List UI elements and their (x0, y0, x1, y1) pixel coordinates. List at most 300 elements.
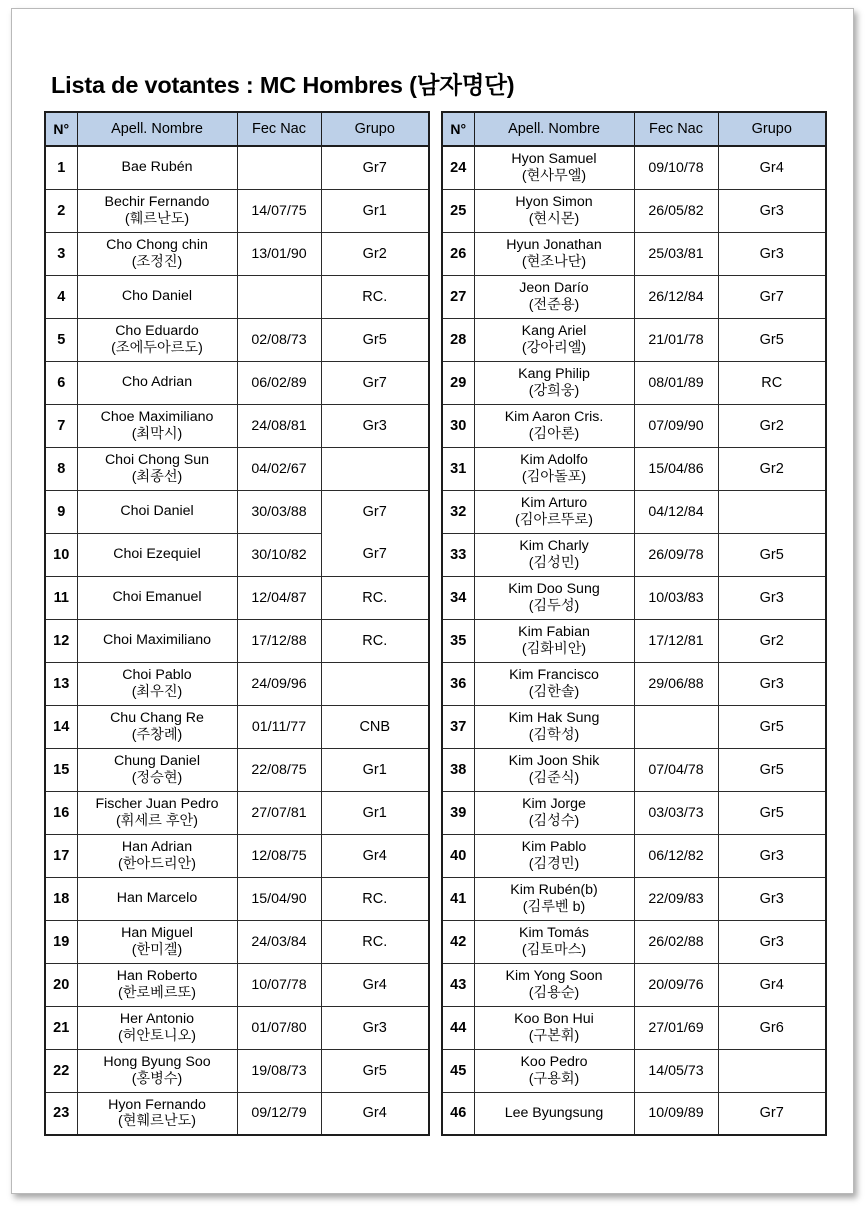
cell-name (77, 318, 237, 361)
cell-date: 06/12/82 (634, 834, 718, 877)
table-row (442, 361, 826, 404)
column-header-group: Grupo (321, 112, 429, 146)
cell-num: 10 (45, 533, 77, 576)
name-latin: Fischer Juan Pedro (95, 795, 219, 812)
cell-date: 30/03/88 (237, 490, 321, 533)
name-hangul: (현훼르난도) (118, 1113, 196, 1130)
cell-date: 03/03/73 (634, 791, 718, 834)
cell-name (77, 533, 237, 576)
name-latin: Han Adrian (121, 838, 193, 855)
cell-name (474, 533, 634, 576)
cell-group: Gr5 (718, 533, 826, 576)
table-row (45, 404, 429, 447)
table-row (45, 877, 429, 920)
cell-group: Gr5 (718, 748, 826, 791)
table-row (45, 791, 429, 834)
table-body-right (442, 146, 826, 1135)
cell-name (77, 1049, 237, 1092)
name-latin: Choe Maximiliano (100, 408, 214, 425)
cell-num: 2 (45, 189, 77, 232)
table-row (442, 189, 826, 232)
cell-name (474, 662, 634, 705)
name-hangul: (조에두아르도) (111, 339, 203, 356)
cell-num: 30 (442, 404, 474, 447)
cell-name (474, 1049, 634, 1092)
table-body-left (45, 146, 429, 1135)
tables-container (44, 111, 824, 1136)
name-latin: Kim Joon Shik (508, 752, 600, 769)
cell-num: 1 (45, 146, 77, 189)
cell-name (474, 318, 634, 361)
name-hangul: (김용순) (528, 984, 580, 1001)
cell-num: 39 (442, 791, 474, 834)
table-row (442, 447, 826, 490)
table-row (45, 1006, 429, 1049)
cell-name (77, 232, 237, 275)
table-row (442, 1049, 826, 1092)
name-hangul: (김두성) (528, 597, 580, 614)
name-latin: Kim Jorge (522, 795, 586, 812)
table-header-row (442, 112, 826, 146)
name-hangul: (김아돌포) (521, 468, 587, 485)
name-hangul: (휘세르 후안) (116, 812, 198, 829)
name-hangul: (김준식) (528, 769, 580, 786)
name-latin: Koo Pedro (520, 1053, 588, 1070)
cell-group: Gr1 (321, 791, 429, 834)
cell-num: 40 (442, 834, 474, 877)
table-row (45, 447, 429, 490)
cell-name (474, 404, 634, 447)
cell-date: 01/11/77 (237, 705, 321, 748)
cell-group: Gr7 (718, 1092, 826, 1135)
cell-name (474, 361, 634, 404)
cell-num: 28 (442, 318, 474, 361)
cell-group: Gr3 (718, 834, 826, 877)
table-row (45, 275, 429, 318)
table-row (45, 748, 429, 791)
name-hangul: (현시몬) (528, 210, 580, 227)
cell-group: Gr4 (321, 1092, 429, 1135)
cell-group: Gr7 (321, 361, 429, 404)
table-row (442, 533, 826, 576)
table-row (442, 576, 826, 619)
cell-group: Gr3 (718, 232, 826, 275)
cell-group: RC. (321, 576, 429, 619)
cell-name (474, 619, 634, 662)
cell-group: Gr2 (718, 619, 826, 662)
name-latin: Kim Fabian (518, 623, 590, 640)
cell-date: 04/02/67 (237, 447, 321, 490)
cell-group: Gr7 (321, 146, 429, 189)
cell-group: Gr3 (718, 189, 826, 232)
name-hangul: (강아리엘) (521, 339, 587, 356)
cell-name (77, 1006, 237, 1049)
cell-num: 25 (442, 189, 474, 232)
cell-date: 22/08/75 (237, 748, 321, 791)
table-row (45, 963, 429, 1006)
name-latin: Kang Ariel (521, 322, 587, 339)
table-row (442, 232, 826, 275)
table-row (442, 318, 826, 361)
name-latin: Lee Byungsung (504, 1104, 604, 1121)
cell-date: 26/05/82 (634, 189, 718, 232)
table-row (45, 232, 429, 275)
cell-date: 17/12/88 (237, 619, 321, 662)
cell-group: Gr1 (321, 189, 429, 232)
name-latin: Choi Emanuel (112, 589, 202, 606)
cell-name (474, 920, 634, 963)
cell-name (474, 1092, 634, 1135)
name-hangul: (김경민) (528, 855, 580, 872)
cell-group: RC. (321, 920, 429, 963)
table-row (45, 533, 429, 576)
cell-name (77, 920, 237, 963)
cell-group: Gr7 (321, 490, 429, 533)
cell-num: 36 (442, 662, 474, 705)
cell-group: Gr1 (321, 748, 429, 791)
table-header-row (45, 112, 429, 146)
cell-group: RC (718, 361, 826, 404)
table-row (45, 146, 429, 189)
cell-name (474, 189, 634, 232)
cell-group: Gr7 (718, 275, 826, 318)
name-latin: Hong Byung Soo (103, 1053, 211, 1070)
cell-group: Gr7 (321, 533, 429, 576)
cell-name (474, 748, 634, 791)
name-latin: Chung Daniel (114, 752, 200, 769)
cell-date: 07/04/78 (634, 748, 718, 791)
name-latin: Han Marcelo (116, 890, 198, 907)
cell-date: 26/09/78 (634, 533, 718, 576)
cell-name (474, 877, 634, 920)
column-header-date: Fec Nac (634, 112, 718, 146)
name-latin: Kim Pablo (521, 838, 587, 855)
cell-num: 35 (442, 619, 474, 662)
cell-name (77, 576, 237, 619)
cell-group: RC. (321, 275, 429, 318)
name-hangul: (최막시) (131, 425, 183, 442)
cell-date: 09/10/78 (634, 146, 718, 189)
name-latin: Kim Doo Sung (508, 580, 600, 597)
cell-group: Gr3 (321, 404, 429, 447)
cell-name (77, 662, 237, 705)
cell-date: 27/01/69 (634, 1006, 718, 1049)
cell-group (321, 447, 429, 490)
name-latin: Kim Arturo (520, 494, 588, 511)
cell-group: Gr3 (718, 877, 826, 920)
name-hangul: (현사무엘) (521, 167, 587, 184)
cell-num: 11 (45, 576, 77, 619)
cell-date: 14/07/75 (237, 189, 321, 232)
column-header-group: Grupo (718, 112, 826, 146)
name-latin: Kang Philip (518, 365, 590, 382)
cell-num: 22 (45, 1049, 77, 1092)
cell-num: 9 (45, 490, 77, 533)
cell-group: Gr3 (321, 1006, 429, 1049)
cell-num: 3 (45, 232, 77, 275)
cell-group: Gr5 (321, 1049, 429, 1092)
table-row (442, 404, 826, 447)
cell-group: Gr5 (718, 791, 826, 834)
cell-num: 6 (45, 361, 77, 404)
table-row (442, 963, 826, 1006)
cell-group: Gr4 (321, 834, 429, 877)
name-hangul: (김아론) (528, 425, 580, 442)
cell-group: RC. (321, 619, 429, 662)
name-hangul: (김성민) (528, 554, 580, 571)
cell-name (474, 232, 634, 275)
name-hangul: (김학성) (528, 726, 580, 743)
name-latin: Kim Tomás (519, 924, 589, 941)
name-latin: Kim Adolfo (520, 451, 588, 468)
column-header-date: Fec Nac (237, 112, 321, 146)
table-row (45, 1049, 429, 1092)
table-row (442, 791, 826, 834)
cell-name (77, 361, 237, 404)
cell-num: 31 (442, 447, 474, 490)
cell-group: Gr2 (718, 404, 826, 447)
cell-name (77, 1092, 237, 1135)
table-row (45, 834, 429, 877)
cell-num: 20 (45, 963, 77, 1006)
name-hangul: (한로베르또) (118, 984, 196, 1001)
name-latin: Hyon Simon (515, 193, 593, 210)
table-row (442, 920, 826, 963)
cell-num: 23 (45, 1092, 77, 1135)
cell-date (237, 146, 321, 189)
cell-name (77, 834, 237, 877)
cell-name (77, 275, 237, 318)
table-row (442, 619, 826, 662)
table-row (45, 318, 429, 361)
name-latin: Cho Daniel (121, 288, 193, 305)
cell-name (77, 404, 237, 447)
name-latin: Her Antonio (119, 1010, 195, 1027)
cell-date: 17/12/81 (634, 619, 718, 662)
name-latin: Cho Chong chin (106, 236, 208, 253)
cell-date: 12/04/87 (237, 576, 321, 619)
cell-name (474, 834, 634, 877)
cell-date: 26/12/84 (634, 275, 718, 318)
name-hangul: (구본휘) (528, 1027, 580, 1044)
cell-name (474, 963, 634, 1006)
column-header-name: Apell. Nombre (77, 112, 237, 146)
name-latin: Choi Chong Sun (104, 451, 210, 468)
name-hangul: (전준용) (528, 296, 580, 313)
cell-date: 24/09/96 (237, 662, 321, 705)
cell-date: 06/02/89 (237, 361, 321, 404)
name-hangul: (홍병수) (131, 1070, 183, 1087)
name-hangul: (최우진) (131, 683, 183, 700)
name-latin: Han Miguel (121, 924, 193, 941)
cell-num: 17 (45, 834, 77, 877)
cell-date: 13/01/90 (237, 232, 321, 275)
cell-num: 44 (442, 1006, 474, 1049)
cell-name (77, 490, 237, 533)
cell-group: Gr4 (321, 963, 429, 1006)
cell-name (77, 791, 237, 834)
name-hangul: (김아르뚜로) (515, 511, 593, 528)
table-row (442, 275, 826, 318)
table-row (442, 1092, 826, 1135)
cell-num: 14 (45, 705, 77, 748)
cell-date: 07/09/90 (634, 404, 718, 447)
cell-date: 12/08/75 (237, 834, 321, 877)
cell-group: CNB (321, 705, 429, 748)
column-header-num: N° (45, 112, 77, 146)
cell-group: RC. (321, 877, 429, 920)
cell-name (77, 146, 237, 189)
name-hangul: (최종선) (131, 468, 183, 485)
cell-name (474, 275, 634, 318)
cell-name (77, 619, 237, 662)
cell-date: 10/07/78 (237, 963, 321, 1006)
cell-name (77, 705, 237, 748)
name-hangul: (김루벤 b) (522, 898, 586, 915)
name-hangul: (주창례) (131, 726, 183, 743)
table-row (442, 748, 826, 791)
name-latin: Choi Daniel (120, 503, 194, 520)
cell-name (474, 447, 634, 490)
cell-date: 01/07/80 (237, 1006, 321, 1049)
cell-date: 02/08/73 (237, 318, 321, 361)
cell-name (474, 576, 634, 619)
name-latin: Bae Rubén (121, 159, 193, 176)
name-hangul: (허안토니오) (118, 1027, 196, 1044)
table-row (45, 619, 429, 662)
table-row (45, 361, 429, 404)
cell-group: Gr5 (321, 318, 429, 361)
cell-num: 13 (45, 662, 77, 705)
cell-date: 27/07/81 (237, 791, 321, 834)
table-row (442, 490, 826, 533)
name-latin: Kim Aaron Cris. (504, 408, 604, 425)
cell-num: 12 (45, 619, 77, 662)
table-row (45, 576, 429, 619)
cell-num: 46 (442, 1092, 474, 1135)
cell-date: 10/09/89 (634, 1092, 718, 1135)
cell-group: Gr5 (718, 318, 826, 361)
cell-name (474, 146, 634, 189)
cell-name (77, 748, 237, 791)
name-hangul: (훼르난도) (124, 210, 190, 227)
cell-date: 10/03/83 (634, 576, 718, 619)
document-sheet (11, 8, 854, 1194)
cell-name (474, 1006, 634, 1049)
name-latin: Han Roberto (116, 967, 198, 984)
votantes-table-right (441, 111, 827, 1136)
table-row (442, 705, 826, 748)
cell-group: Gr2 (321, 232, 429, 275)
cell-num: 34 (442, 576, 474, 619)
name-latin: Cho Adrian (121, 374, 193, 391)
table-row (45, 1092, 429, 1135)
cell-date: 22/09/83 (634, 877, 718, 920)
name-latin: Choi Ezequiel (113, 546, 201, 563)
cell-group: Gr3 (718, 662, 826, 705)
cell-num: 4 (45, 275, 77, 318)
cell-num: 8 (45, 447, 77, 490)
cell-date: 04/12/84 (634, 490, 718, 533)
cell-group: Gr4 (718, 963, 826, 1006)
name-latin: Choi Maximiliano (102, 632, 212, 649)
name-latin: Kim Francisco (509, 666, 599, 683)
cell-group (321, 662, 429, 705)
cell-date: 09/12/79 (237, 1092, 321, 1135)
cell-num: 19 (45, 920, 77, 963)
cell-num: 16 (45, 791, 77, 834)
name-hangul: (구용회) (528, 1070, 580, 1087)
cell-num: 41 (442, 877, 474, 920)
votantes-table-left (44, 111, 430, 1136)
table-row (442, 1006, 826, 1049)
table-row (442, 877, 826, 920)
cell-num: 37 (442, 705, 474, 748)
cell-group: Gr5 (718, 705, 826, 748)
name-latin: Cho Eduardo (115, 322, 199, 339)
cell-num: 42 (442, 920, 474, 963)
cell-num: 7 (45, 404, 77, 447)
table-row (45, 662, 429, 705)
cell-num: 45 (442, 1049, 474, 1092)
cell-name (77, 963, 237, 1006)
cell-date: 25/03/81 (634, 232, 718, 275)
cell-date: 20/09/76 (634, 963, 718, 1006)
cell-date: 24/08/81 (237, 404, 321, 447)
column-header-num: N° (442, 112, 474, 146)
cell-group: Gr2 (718, 447, 826, 490)
cell-date (237, 275, 321, 318)
table-row (45, 490, 429, 533)
name-latin: Kim Rubén(b) (510, 881, 598, 898)
name-hangul: (정승현) (131, 769, 183, 786)
cell-date: 21/01/78 (634, 318, 718, 361)
cell-num: 26 (442, 232, 474, 275)
cell-num: 21 (45, 1006, 77, 1049)
name-latin: Hyon Fernando (108, 1096, 206, 1113)
cell-name (77, 189, 237, 232)
name-latin: Chu Chang Re (110, 709, 204, 726)
name-latin: Kim Yong Soon (505, 967, 603, 984)
cell-date: 15/04/90 (237, 877, 321, 920)
cell-group (718, 1049, 826, 1092)
cell-date: 26/02/88 (634, 920, 718, 963)
name-hangul: (김성수) (528, 812, 580, 829)
cell-group: Gr3 (718, 576, 826, 619)
name-latin: Hyun Jonathan (506, 236, 602, 253)
cell-num: 5 (45, 318, 77, 361)
cell-date (634, 705, 718, 748)
name-hangul: (현조나단) (521, 253, 587, 270)
cell-date: 24/03/84 (237, 920, 321, 963)
cell-group: Gr6 (718, 1006, 826, 1049)
table-row (45, 705, 429, 748)
cell-name (77, 447, 237, 490)
name-latin: Bechir Fernando (104, 193, 210, 210)
cell-date: 30/10/82 (237, 533, 321, 576)
cell-group: Gr3 (718, 920, 826, 963)
cell-date: 15/04/86 (634, 447, 718, 490)
name-latin: Koo Bon Hui (514, 1010, 594, 1027)
cell-date: 29/06/88 (634, 662, 718, 705)
name-hangul: (강희웅) (528, 382, 580, 399)
cell-date: 14/05/73 (634, 1049, 718, 1092)
name-hangul: (한미겔) (131, 941, 183, 958)
table-row (442, 662, 826, 705)
name-latin: Jeon Darío (519, 279, 589, 296)
name-hangul: (조정진) (131, 253, 183, 270)
name-latin: Hyon Samuel (511, 151, 597, 167)
